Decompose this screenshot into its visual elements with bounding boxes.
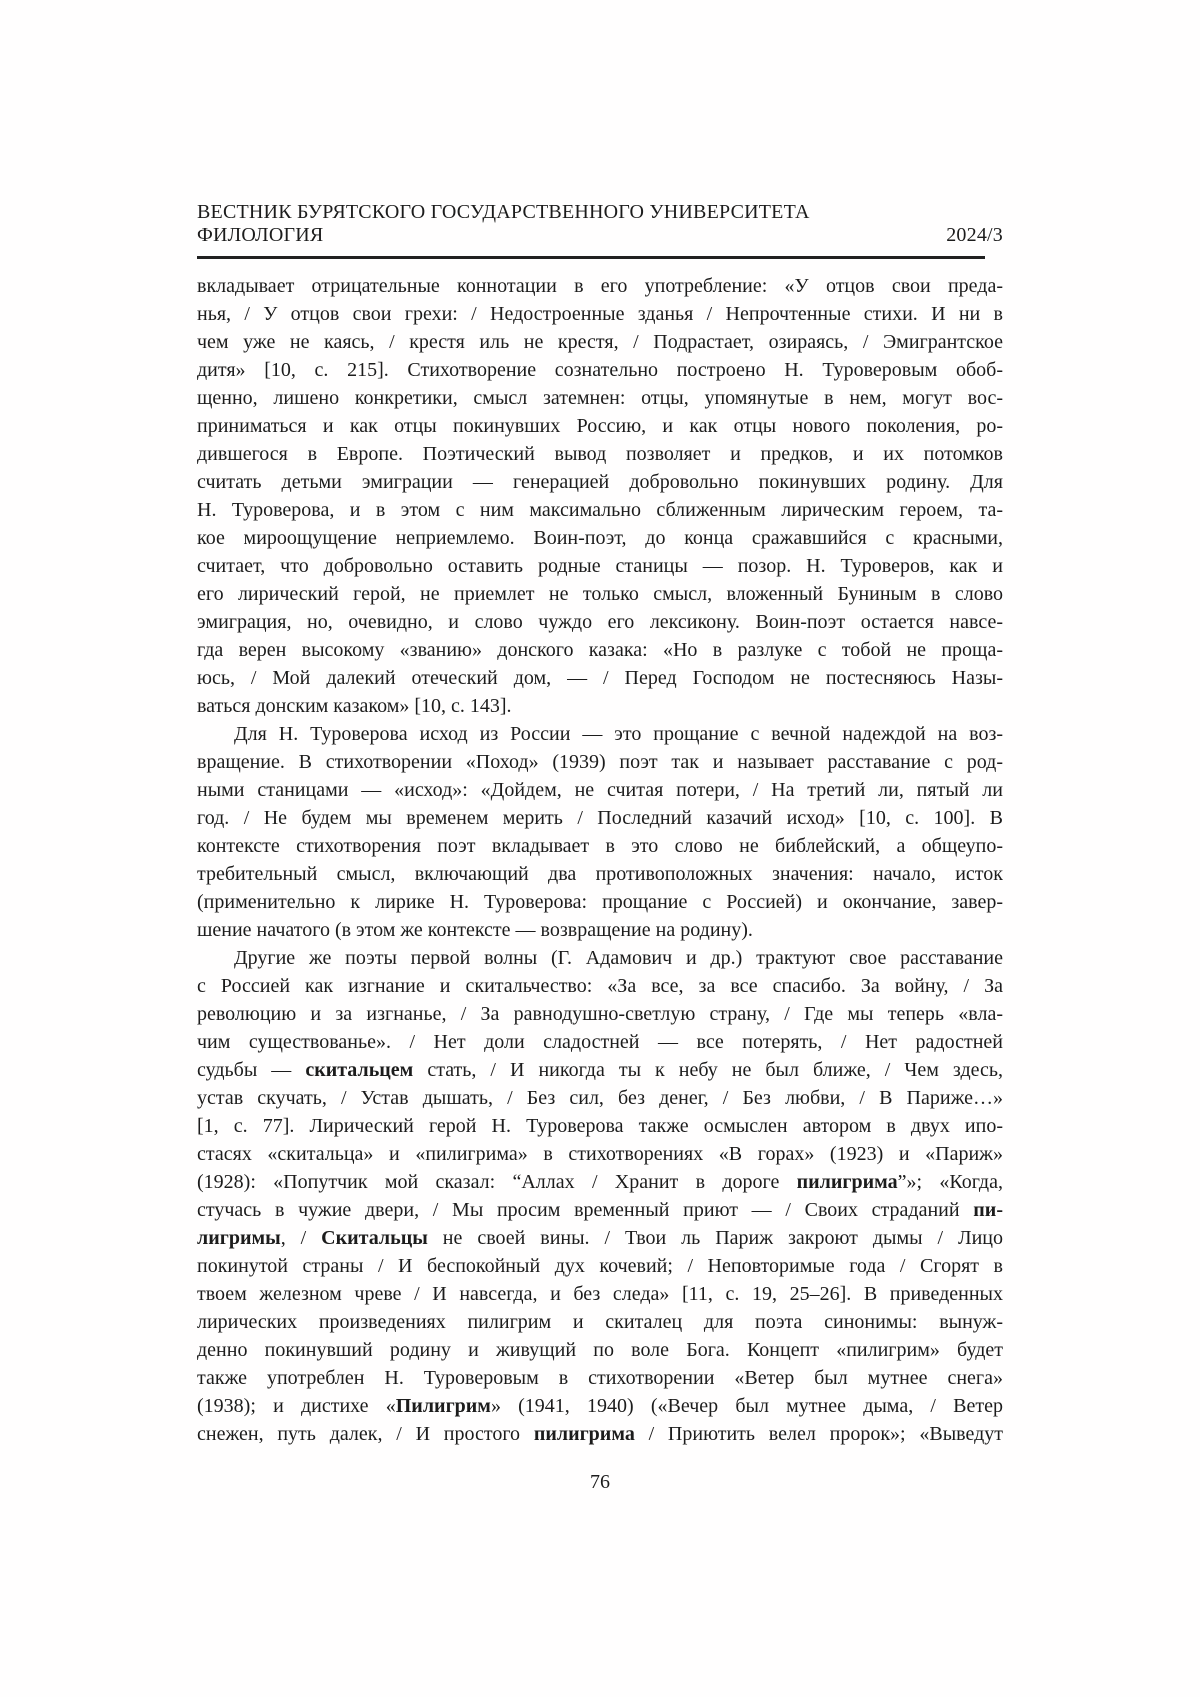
text-line: лирических произведениях пилигрим и скиталец для поэта синонимы: вынуж- bbox=[197, 1311, 1003, 1333]
page-number: 76 bbox=[590, 1471, 610, 1493]
text-line: Для Н. Туроверова исход из России — это прощание с вечной надеждой на воз- bbox=[234, 723, 1003, 745]
text-line: также употреблен Н. Туроверовым в стихотворении «Ветер был мутнее снега» bbox=[197, 1367, 1003, 1389]
text-line: твоем железном чреве / И навсегда, и без следа» [11, с. 19, 25–26]. В приведенных bbox=[197, 1283, 1003, 1305]
text-line: его лирический герой, не приемлет не только смысл, вложенный Буниным в слово bbox=[197, 583, 1003, 605]
text-line: дитя» [10, с. 215]. Стихотворение сознательно построено Н. Туроверовым обоб- bbox=[197, 359, 1003, 381]
text-line: считать детьми эмиграции — генерацией добровольно покинувших родину. Для bbox=[197, 471, 1003, 493]
text-line: снежен, путь далек, / И простого пилигрима / Приютить велел пророк»; «Выведут bbox=[197, 1423, 1003, 1445]
journal-title: ВЕСТНИК БУРЯТСКОГО ГОСУДАРСТВЕННОГО УНИВЕРСИТЕТА bbox=[197, 201, 810, 223]
text-line: (1938); и дистихе «Пилигрим» (1941, 1940) («Вечер был мутнее дыма, / Ветер bbox=[197, 1395, 1003, 1417]
text-line: революцию и за изгнанье, / За равнодушно-светлую страну, / Где мы теперь «вла- bbox=[197, 1003, 1003, 1025]
header-rule bbox=[197, 256, 985, 259]
text-line: [1, с. 77]. Лирический герой Н. Туроверова также осмыслен автором в двух ипо- bbox=[197, 1115, 1003, 1137]
text-line: с Россией как изгнание и скитальчество: «За все, за все спасибо. За войну, / За bbox=[197, 975, 1003, 997]
text-line: лигримы, / Скитальцы не своей вины. / Твои ль Париж закроют дымы / Лицо bbox=[197, 1227, 1003, 1249]
text-line: денно покинувший родину и живущий по воле Бога. Концепт «пилигрим» будет bbox=[197, 1339, 1003, 1361]
text-line: Другие же поэты первой волны (Г. Адамович и др.) трактуют свое расставание bbox=[234, 947, 1003, 969]
body-paragraph bbox=[197, 272, 1003, 720]
text-line: эмиграция, но, очевидно, и слово чуждо его лексикону. Воин-поэт остается навсе- bbox=[197, 611, 1003, 633]
text-line: чим существованье». / Нет доли сладостней — все потерять, / Нет радостней bbox=[197, 1031, 1003, 1053]
body-paragraph bbox=[197, 944, 1003, 1448]
text-line: гда верен высокому «званию» донского казака: «Но в разлуке с тобой не проща- bbox=[197, 639, 1003, 661]
text-line: (применительно к лирике Н. Туроверова: прощание с Россией) и окончание, завер- bbox=[197, 891, 1003, 913]
page-footer bbox=[0, 1470, 1200, 1494]
issue-number: 2024/3 bbox=[946, 224, 1003, 246]
text-line: стучась в чужие двери, / Мы просим временный приют — / Своих страданий пи- bbox=[197, 1199, 1003, 1221]
text-line: требительный смысл, включающий два противоположных значения: начало, исток bbox=[197, 863, 1003, 885]
text-line: ными станицами — «исход»: «Дойдем, не считая потери, / На третий ли, пятый ли bbox=[197, 779, 1003, 801]
text-line: судьбы — скитальцем стать, / И никогда ты к небу не был ближе, / Чем здесь, bbox=[197, 1059, 1004, 1081]
text-line: приниматься и как отцы покинувших Россию, и как отцы нового поколения, ро- bbox=[197, 415, 1003, 437]
text-line: вкладывает отрицательные коннотации в его употребление: «У отцов свои преда- bbox=[197, 275, 1003, 297]
text-line: вращение. В стихотворении «Поход» (1939) поэт так и называет расставание с род- bbox=[197, 751, 1003, 773]
text-line: ваться донским казаком» [10, с. 143]. bbox=[197, 695, 512, 717]
article-body bbox=[197, 272, 1003, 1448]
text-line: шение начатого (в этом же контексте — возвращение на родину). bbox=[197, 919, 753, 941]
section-title: ФИЛОЛОГИЯ bbox=[197, 224, 324, 246]
body-paragraph bbox=[197, 720, 1003, 944]
text-line: нья, / У отцов свои грехи: / Недостроенные зданья / Непрочтенные стихи. И ни в bbox=[197, 303, 1003, 325]
text-line: контексте стихотворения поэт вкладывает в это слово не библейский, а общеупо- bbox=[197, 835, 1003, 857]
page-header bbox=[197, 201, 1003, 247]
text-line: стасях «скитальца» и «пилигрима» в стихотворениях «В горах» (1923) и «Париж» bbox=[197, 1143, 1003, 1165]
text-line: год. / Не будем мы временем мерить / Последний казачий исход» [10, с. 100]. В bbox=[197, 807, 1003, 829]
text-line: устав скучать, / Устав дышать, / Без сил, без денег, / Без любви, / В Париже…» bbox=[197, 1087, 1003, 1109]
text-line: считает, что добровольно оставить родные станицы — позор. Н. Туроверов, как и bbox=[197, 555, 1003, 577]
header-second-line bbox=[197, 224, 1003, 247]
text-line: дившегося в Европе. Поэтический вывод позволяет и предков, и их потомков bbox=[197, 443, 1003, 465]
text-line: кое мироощущение неприемлемо. Воин-поэт, до конца сражавшийся с красными, bbox=[197, 527, 1003, 549]
text-line: щенно, лишено конкретики, смысл затемнен: отцы, упомянутые в нем, могут вос- bbox=[197, 387, 1003, 409]
text-line: покинутой страны / И беспокойный дух кочевий; / Неповторимые года / Сгорят в bbox=[197, 1255, 1003, 1277]
text-line: (1928): «Попутчик мой сказал: “Аллах / Хранит в дороге пилигрима”»; «Когда, bbox=[197, 1171, 1003, 1193]
text-line: Н. Туроверова, и в этом с ним максимально сближенным лирическим героем, та- bbox=[197, 499, 1003, 521]
text-line: юсь, / Мой далекий отеческий дом, — / Перед Господом не постесняюсь Назы- bbox=[197, 667, 1003, 689]
text-line: чем уже не каясь, / крестя иль не крестя, / Подрастает, озираясь, / Эмигрантское bbox=[197, 331, 1003, 353]
